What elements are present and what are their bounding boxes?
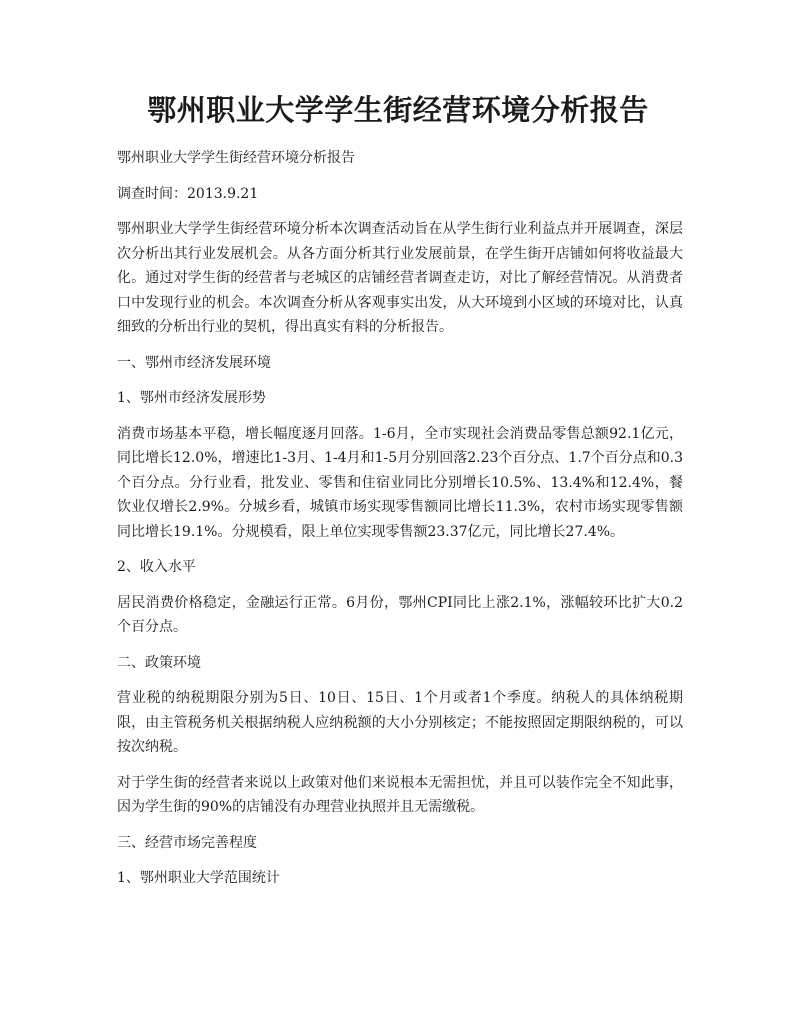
section-1-2-heading: 2、收入水平 [117, 559, 196, 575]
section-2-paragraph-1: 营业税的纳税期限分别为5日、10日、15日、1个月或者1个季度。纳税人的具体纳税期限，由主管税务机关根据纳税人应纳税额的大小分别核定；不能按照固定期限纳税的，可以按次纳税。 [117, 690, 683, 755]
section-2-heading: 二、政策环境 [117, 654, 201, 671]
section-1-1-paragraph: 消费市场基本平稳，增长幅度逐月回落。1-6月，全市实现社会消费品零售总额92.1亿元，同比增长12.0%，增速比1-3月、1-4月和1-5月分别回落2.23个百分点、1.7个百分点和0.3个百分点。分行业看，批发业、零售和住宿业同比分别增长10.5%、13.4%和12.4%，餐饮业仅增长2.9%。分城乡看，城镇市场实现零售额同比增长11.3%，农村市场实现零售额同比增长19.1%。分规模看，限上单位实现零售额23.37亿元，同比增长27.4%。 [117, 425, 683, 540]
document-title: 鄂州职业大学学生街经营环境分析报告 [147, 93, 649, 127]
section-1-2-paragraph: 居民消费价格稳定，金融运行正常。6月份，鄂州CPI同比上涨2.1%，涨幅较环比扩大0.2个百分点。 [117, 594, 683, 635]
section-3-heading: 三、经营市场完善程度 [117, 834, 257, 851]
section-3-1-heading: 1、鄂州职业大学范围统计 [117, 870, 280, 886]
document-subtitle: 鄂州职业大学学生街经营环境分析报告 [117, 150, 355, 166]
document-body [117, 146, 683, 902]
section-1-1-heading: 1、鄂州市经济发展形势 [117, 390, 266, 406]
intro-paragraph: 鄂州职业大学学生街经营环境分析本次调查活动旨在从学生街行业利益点并开展调查，深层次分析出其行业发展机会。从各方面分析其行业发展前景，在学生街开店铺如何将收益最大化。通过对学生街的经营者与老城区的店铺经营者调查走访，对比了解经营情况。从消费者口中发现行业的机会。本次调查分析从客观事实出发，从大环境到小区域的环境对比，认真细致的分析出行业的契机，得出真实有料的分析报告。 [117, 221, 683, 335]
section-1-heading: 一、鄂州市经济发展环境 [117, 354, 271, 371]
section-2-paragraph-2: 对于学生街的经营者来说以上政策对他们来说根本无需担忧，并且可以装作完全不知此事，因为学生街的90%的店铺没有办理营业执照并且无需缴税。 [117, 774, 683, 815]
survey-date: 调查时间：2013.9.21 [117, 185, 259, 202]
